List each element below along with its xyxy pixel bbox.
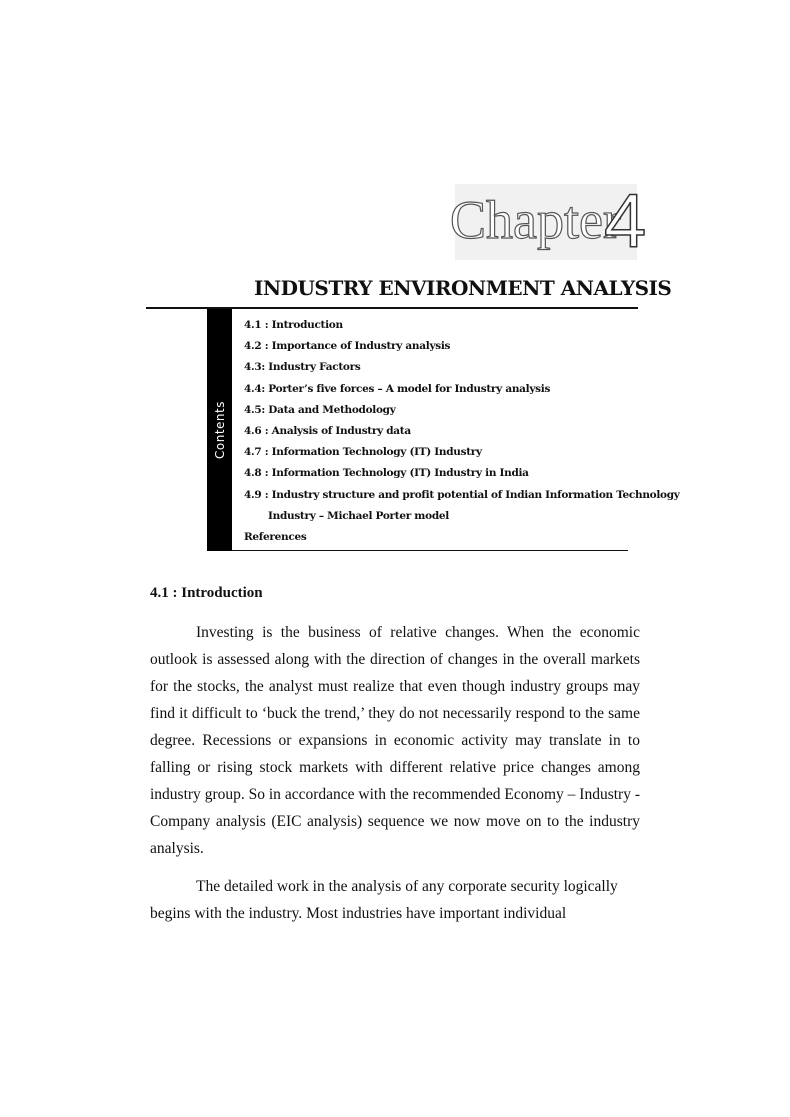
chapter-word: Chapter [450,190,621,250]
contents-bottom-divider [232,550,628,551]
body-paragraph-2-line-1: The detailed work in the analysis of any corporate security logically [196,878,618,895]
section-heading: 4.1 : Introduction [150,585,263,601]
table-of-contents [244,315,680,548]
chapter-title: INDUSTRY ENVIRONMENT ANALYSIS [254,276,672,300]
toc-item-4-5: 4.5: Data and Methodology [244,403,396,416]
contents-sidebar-label [207,309,232,551]
toc-item-4-4: 4.4: Porter’s five forces – A model for Industry analysis [244,382,551,395]
toc-item-4-7: 4.7 : Information Technology (IT) Industry [244,446,482,459]
toc-item-4-9-continued: Industry – Michael Porter model [268,509,449,522]
toc-item-4-3: 4.3: Industry Factors [244,361,361,374]
chapter-number: 4 [604,179,647,264]
toc-item-4-8: 4.8 : Information Technology (IT) Industry in India [244,467,529,480]
body-paragraph-2-line-2: begins with the industry. Most industries have important individual [150,905,567,922]
toc-item-4-9: 4.9 : Industry structure and profit potential of Indian Information Technology [244,488,680,501]
toc-item-4-1: 4.1 : Introduction [244,319,343,331]
toc-item-4-2: 4.2 : Importance of Industry analysis [244,340,451,353]
contents-label-text: Contents [212,401,227,459]
body-paragraph-1: Investing is the business of relative changes. When the economic outlook is assessed along with the direction of changes in the overall markets for the stocks, the analyst must realize that even though industry groups may find it difficult to ‘buck the trend,’ they do not necessarily respond to the same degree. Recessions or expansions in economic activity may translate in to falling or rising stock markets with different relative price changes among industry group. So in accordance with the recommended Economy – Industry - Company analysis (EIC analysis) sequence we now move on to the industry analysis. [150,624,640,857]
toc-item-4-6: 4.6 : Analysis of Industry data [244,424,411,437]
toc-item-references: References [244,530,307,543]
